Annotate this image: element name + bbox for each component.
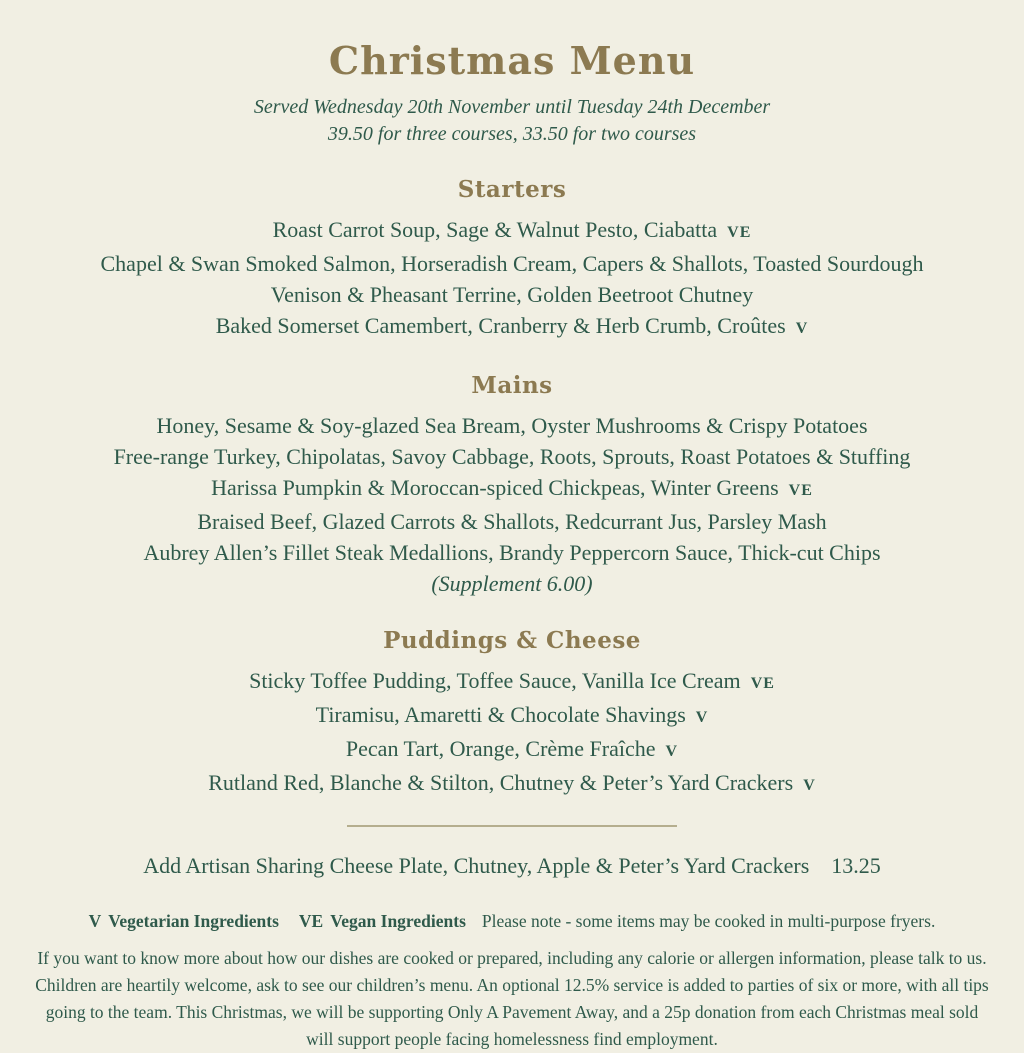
diet-badge: V [695, 709, 709, 726]
diet-badge: V [803, 777, 816, 794]
menu-item-text: Venison & Pheasant Terrine, Golden Beetroot Chutney [270, 282, 754, 307]
menu-item-text: Baked Somerset Camembert, Cranberry & Herb Crumb, Croûtes [215, 313, 786, 338]
section-heading-starters: Starters [457, 176, 567, 203]
menu-item-text: Pecan Tart, Orange, Crème Fraîche [345, 736, 656, 761]
menu-item [28, 665, 996, 699]
vegan-label: Vegan Ingredients [330, 911, 466, 931]
menu-item [28, 506, 996, 537]
vegan-symbol: VE [298, 911, 324, 931]
pricing-line: 39.50 for three courses, 33.50 for two courses [327, 123, 697, 145]
menu-item [28, 214, 996, 248]
menu-item [28, 767, 996, 801]
diet-badge: V [795, 320, 809, 337]
menu-item-text: Honey, Sesame & Soy-glazed Sea Bream, Oyster Mushrooms & Crispy Potatoes [156, 413, 868, 438]
menu-item-text: Chapel & Swan Smoked Salmon, Horseradish Cream, Capers & Shallots, Toasted Sourdough [100, 251, 924, 276]
menu-item [28, 699, 996, 733]
section-divider-rule [347, 825, 677, 827]
mains-list [28, 410, 996, 599]
supplement-note: (Supplement 6.00) [431, 571, 593, 596]
diet-badge: VE [750, 675, 775, 692]
menu-item-text: Aubrey Allen’s Fillet Steak Medallions, Brandy Peppercorn Sauce, Thick-cut Chips [143, 540, 881, 565]
menu-item-text: Tiramisu, Amaretti & Chocolate Shavings [315, 702, 686, 727]
addon-price: 13.25 [831, 853, 881, 878]
menu-item [28, 410, 996, 441]
section-heading-puddings-cheese: Puddings & Cheese [383, 627, 641, 654]
menu-item [28, 537, 996, 568]
diet-badge: VE [788, 482, 813, 499]
menu-item-text: Free-range Turkey, Chipolatas, Savoy Cabbage, Roots, Sprouts, Roast Potatoes & Stuffing [113, 444, 911, 469]
menu-item [28, 248, 996, 279]
menu-subtitle [28, 94, 996, 148]
menu-item-text: Braised Beef, Glazed Carrots & Shallots, Redcurrant Jus, Parsley Mash [197, 509, 827, 534]
fryers-note: Please note - some items may be cooked in multi-purpose fryers. [481, 911, 936, 931]
menu-item [28, 733, 996, 767]
diet-badge: VE [727, 224, 752, 241]
addon-cheese-plate-line [28, 850, 996, 881]
diet-badge: V [665, 743, 679, 760]
menu-item [28, 310, 996, 344]
section-heading-mains: Mains [471, 372, 553, 399]
dietary-legend [28, 909, 996, 933]
addon-text: Add Artisan Sharing Cheese Plate, Chutney, Apple & Peter’s Yard Crackers [143, 853, 810, 878]
menu-item-text: Sticky Toffee Pudding, Toffee Sauce, Vanilla Ice Cream [249, 668, 741, 693]
menu-item-text: Harissa Pumpkin & Moroccan-spiced Chickpeas, Winter Greens [211, 475, 779, 500]
menu-item-text: Rutland Red, Blanche & Stilton, Chutney & Peter’s Yard Crackers [208, 770, 794, 795]
page-title: Christmas Menu [328, 38, 696, 83]
served-dates-line: Served Wednesday 20th November until Tuesday 24th December [253, 96, 771, 118]
menu-item-text: Roast Carrot Soup, Sage & Walnut Pesto, Ciabatta [272, 217, 718, 242]
puddings-list [28, 665, 996, 801]
vegetarian-symbol: V [88, 911, 102, 931]
menu-item [28, 472, 996, 506]
menu-item [28, 441, 996, 472]
vegetarian-label: Vegetarian Ingredients [108, 911, 279, 931]
footer-information-paragraph: If you want to know more about how our dishes are cooked or prepared, including any calorie or allergen information, please talk to us. Children are heartily welcome, ask to see our children’s menu. An optional 12.5% service is added to parties of six or more, with all tips going to the team. This Christmas, we will be supporting Only A Pavement Away, and a 25p donation from each Christmas meal sold will support people facing homelessness find employment. [35, 948, 989, 1049]
menu-item [28, 279, 996, 310]
starters-list [28, 214, 996, 344]
